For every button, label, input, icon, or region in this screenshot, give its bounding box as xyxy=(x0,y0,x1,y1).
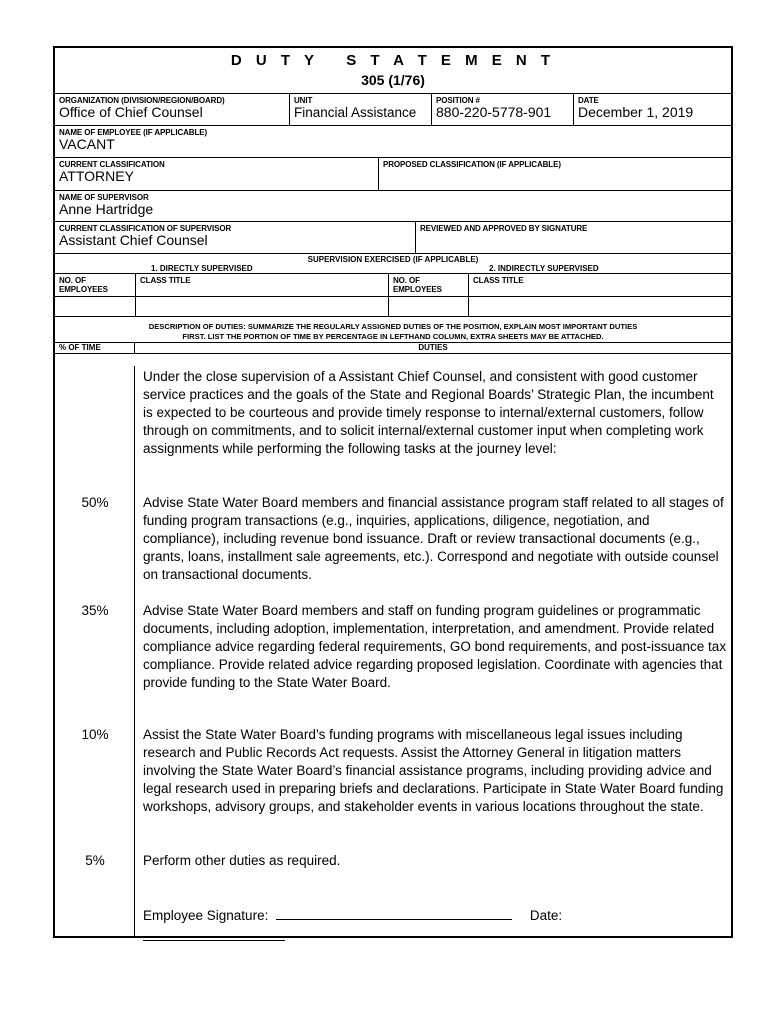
supervision-heading-row xyxy=(55,254,731,274)
indirect-no-employees-field[interactable] xyxy=(388,297,468,316)
form-number: 305 (1/76) xyxy=(361,72,425,88)
title-row xyxy=(55,48,731,94)
date-field[interactable]: December 1, 2019 xyxy=(578,104,694,120)
duty-percent-1: 50% xyxy=(81,495,109,510)
indirect-no-employees-header: NO. OF EMPLOYEES xyxy=(388,274,468,296)
reviewed-signature-label: REVIEWED AND APPROVED BY SIGNATURE xyxy=(420,224,588,233)
indirectly-supervised-label: 2. INDIRECTLY SUPERVISED xyxy=(489,264,599,273)
form-title: D U T Y S T A T E M E N T xyxy=(230,52,556,69)
supervisor-class-label: CURRENT CLASSIFICATION OF SUPERVISOR xyxy=(59,224,232,233)
description-line2: FIRST. LIST THE PORTION OF TIME BY PERCENTAGE IN LEFTHAND COLUMN, EXTRA SHEETS MAY BE ATTACHED. xyxy=(182,332,604,341)
intro-paragraph: Under the close supervision of a Assistant Chief Counsel, and consistent with good customer service practices and the goals of the State and Regional Boards’ Strategic Plan, the incumbent is expected to be courteous and provide timely response to internal/external customers, follow through on commitments, and to solicit internal/external customer input when completing work assignments while performing the following tasks at the journey level: xyxy=(143,369,714,456)
signature-date-label: Date: xyxy=(529,908,563,923)
direct-class-title-field[interactable] xyxy=(135,297,388,316)
duty-percent-2: 35% xyxy=(81,603,109,618)
classification-field[interactable]: ATTORNEY xyxy=(59,168,134,184)
organization-field[interactable]: Office of Chief Counsel xyxy=(59,104,203,120)
signature-line xyxy=(143,906,727,925)
indirect-class-title-field[interactable] xyxy=(468,297,731,316)
classification-label: CURRENT CLASSIFICATION xyxy=(59,160,165,169)
directly-supervised-label: 1. DIRECTLY SUPERVISED xyxy=(151,264,253,273)
employee-signature-field[interactable] xyxy=(276,906,512,920)
duty-percent-4: 5% xyxy=(85,853,105,868)
proposed-classification-cell xyxy=(378,158,731,190)
proposed-classification-label: PROPOSED CLASSIFICATION (IF APPLICABLE) xyxy=(383,160,561,169)
classification-row xyxy=(55,158,731,191)
reviewed-signature-cell xyxy=(415,222,731,253)
org-row xyxy=(55,94,731,126)
unit-cell xyxy=(289,94,431,125)
classification-cell xyxy=(55,158,378,190)
employee-label: NAME OF EMPLOYEE (IF APPLICABLE) xyxy=(59,128,208,137)
supervisor-label: NAME OF SUPERVISOR xyxy=(59,193,149,202)
duty-text-2: Advise State Water Board members and staff on funding program guidelines or programmatic documents, including adoption, implementation, interpretation, and amendment. Provide related compliance advice regarding federal requirements, GO bond requirements, and post-issuance tax compliance. Provide related advice regarding proposed legislation. Coordinate with agencies that provide funding to the State Water Board. xyxy=(143,603,727,690)
supervisor-row xyxy=(55,191,731,222)
supervisor-class-field[interactable]: Assistant Chief Counsel xyxy=(59,232,208,248)
direct-no-employees-header: NO. OF EMPLOYEES xyxy=(59,276,108,294)
description-row xyxy=(55,317,731,343)
supervision-entry-row xyxy=(55,297,731,317)
employee-signature-label: Employee Signature: xyxy=(143,908,269,923)
supervisor-class-cell xyxy=(55,222,415,253)
employee-row xyxy=(55,126,731,158)
supervision-heading: SUPERVISION EXERCISED (IF APPLICABLE) xyxy=(307,255,479,264)
percent-column xyxy=(55,366,135,936)
organization-cell xyxy=(55,94,289,125)
supervisor-class-row xyxy=(55,222,731,254)
duties-header: DUTIES xyxy=(418,343,448,352)
date-cell xyxy=(573,94,731,125)
duties-body xyxy=(55,366,731,936)
duty-text-1: Advise State Water Board members and financial assistance program staff related to all stages of funding program transactions (e.g., inquiries, applications, diligence, negotiation, and compliance), including revenue bond issuance. Draft or review transactional documents (e.g., grants, loans, installment sale agreements, etc.). Correspond and negotiate with outside counsel on transactional documents. xyxy=(143,495,724,582)
supervisor-field[interactable]: Anne Hartridge xyxy=(59,201,154,217)
supervision-columns-row xyxy=(55,274,731,297)
unit-field[interactable]: Financial Assistance xyxy=(294,105,417,120)
indirect-class-title-header: CLASS TITLE xyxy=(468,274,731,296)
duty-text-4: Perform other duties as required. xyxy=(143,853,341,868)
date-label: DATE xyxy=(578,96,599,105)
employee-field[interactable]: VACANT xyxy=(59,136,115,152)
direct-class-title-header: CLASS TITLE xyxy=(135,274,388,296)
duty-text-3: Assist the State Water Board’s funding programs with miscellaneous legal issues including research and Public Records Act requests. Assist the Attorney General in litigation matters involving the State Water Board’s financial assistance programs, including providing advice and legal research used in preparing briefs and declarations. Participate in State Water Board funding workshops, advisory groups, and stakeholder events in various locations throughout the state. xyxy=(143,727,724,814)
description-line1: DESCRIPTION OF DUTIES: SUMMARIZE THE REGULARLY ASSIGNED DUTIES OF THE POSITION, EXPLAIN MOST IMPORTANT DUTIES xyxy=(148,322,638,331)
direct-no-employees-field[interactable] xyxy=(55,297,135,316)
unit-label: UNIT xyxy=(294,96,313,105)
duty-statement-form xyxy=(53,46,733,938)
position-field[interactable]: 880-220-5778-901 xyxy=(436,104,552,120)
position-cell xyxy=(431,94,573,125)
signature-date-field[interactable] xyxy=(143,939,285,941)
position-label: POSITION # xyxy=(436,96,480,105)
organization-label: ORGANIZATION (DIVISION/REGION/BOARD) xyxy=(59,96,225,105)
duties-header-row xyxy=(55,343,731,354)
duty-percent-3: 10% xyxy=(81,727,109,742)
percent-of-time-header: % OF TIME xyxy=(55,343,135,353)
